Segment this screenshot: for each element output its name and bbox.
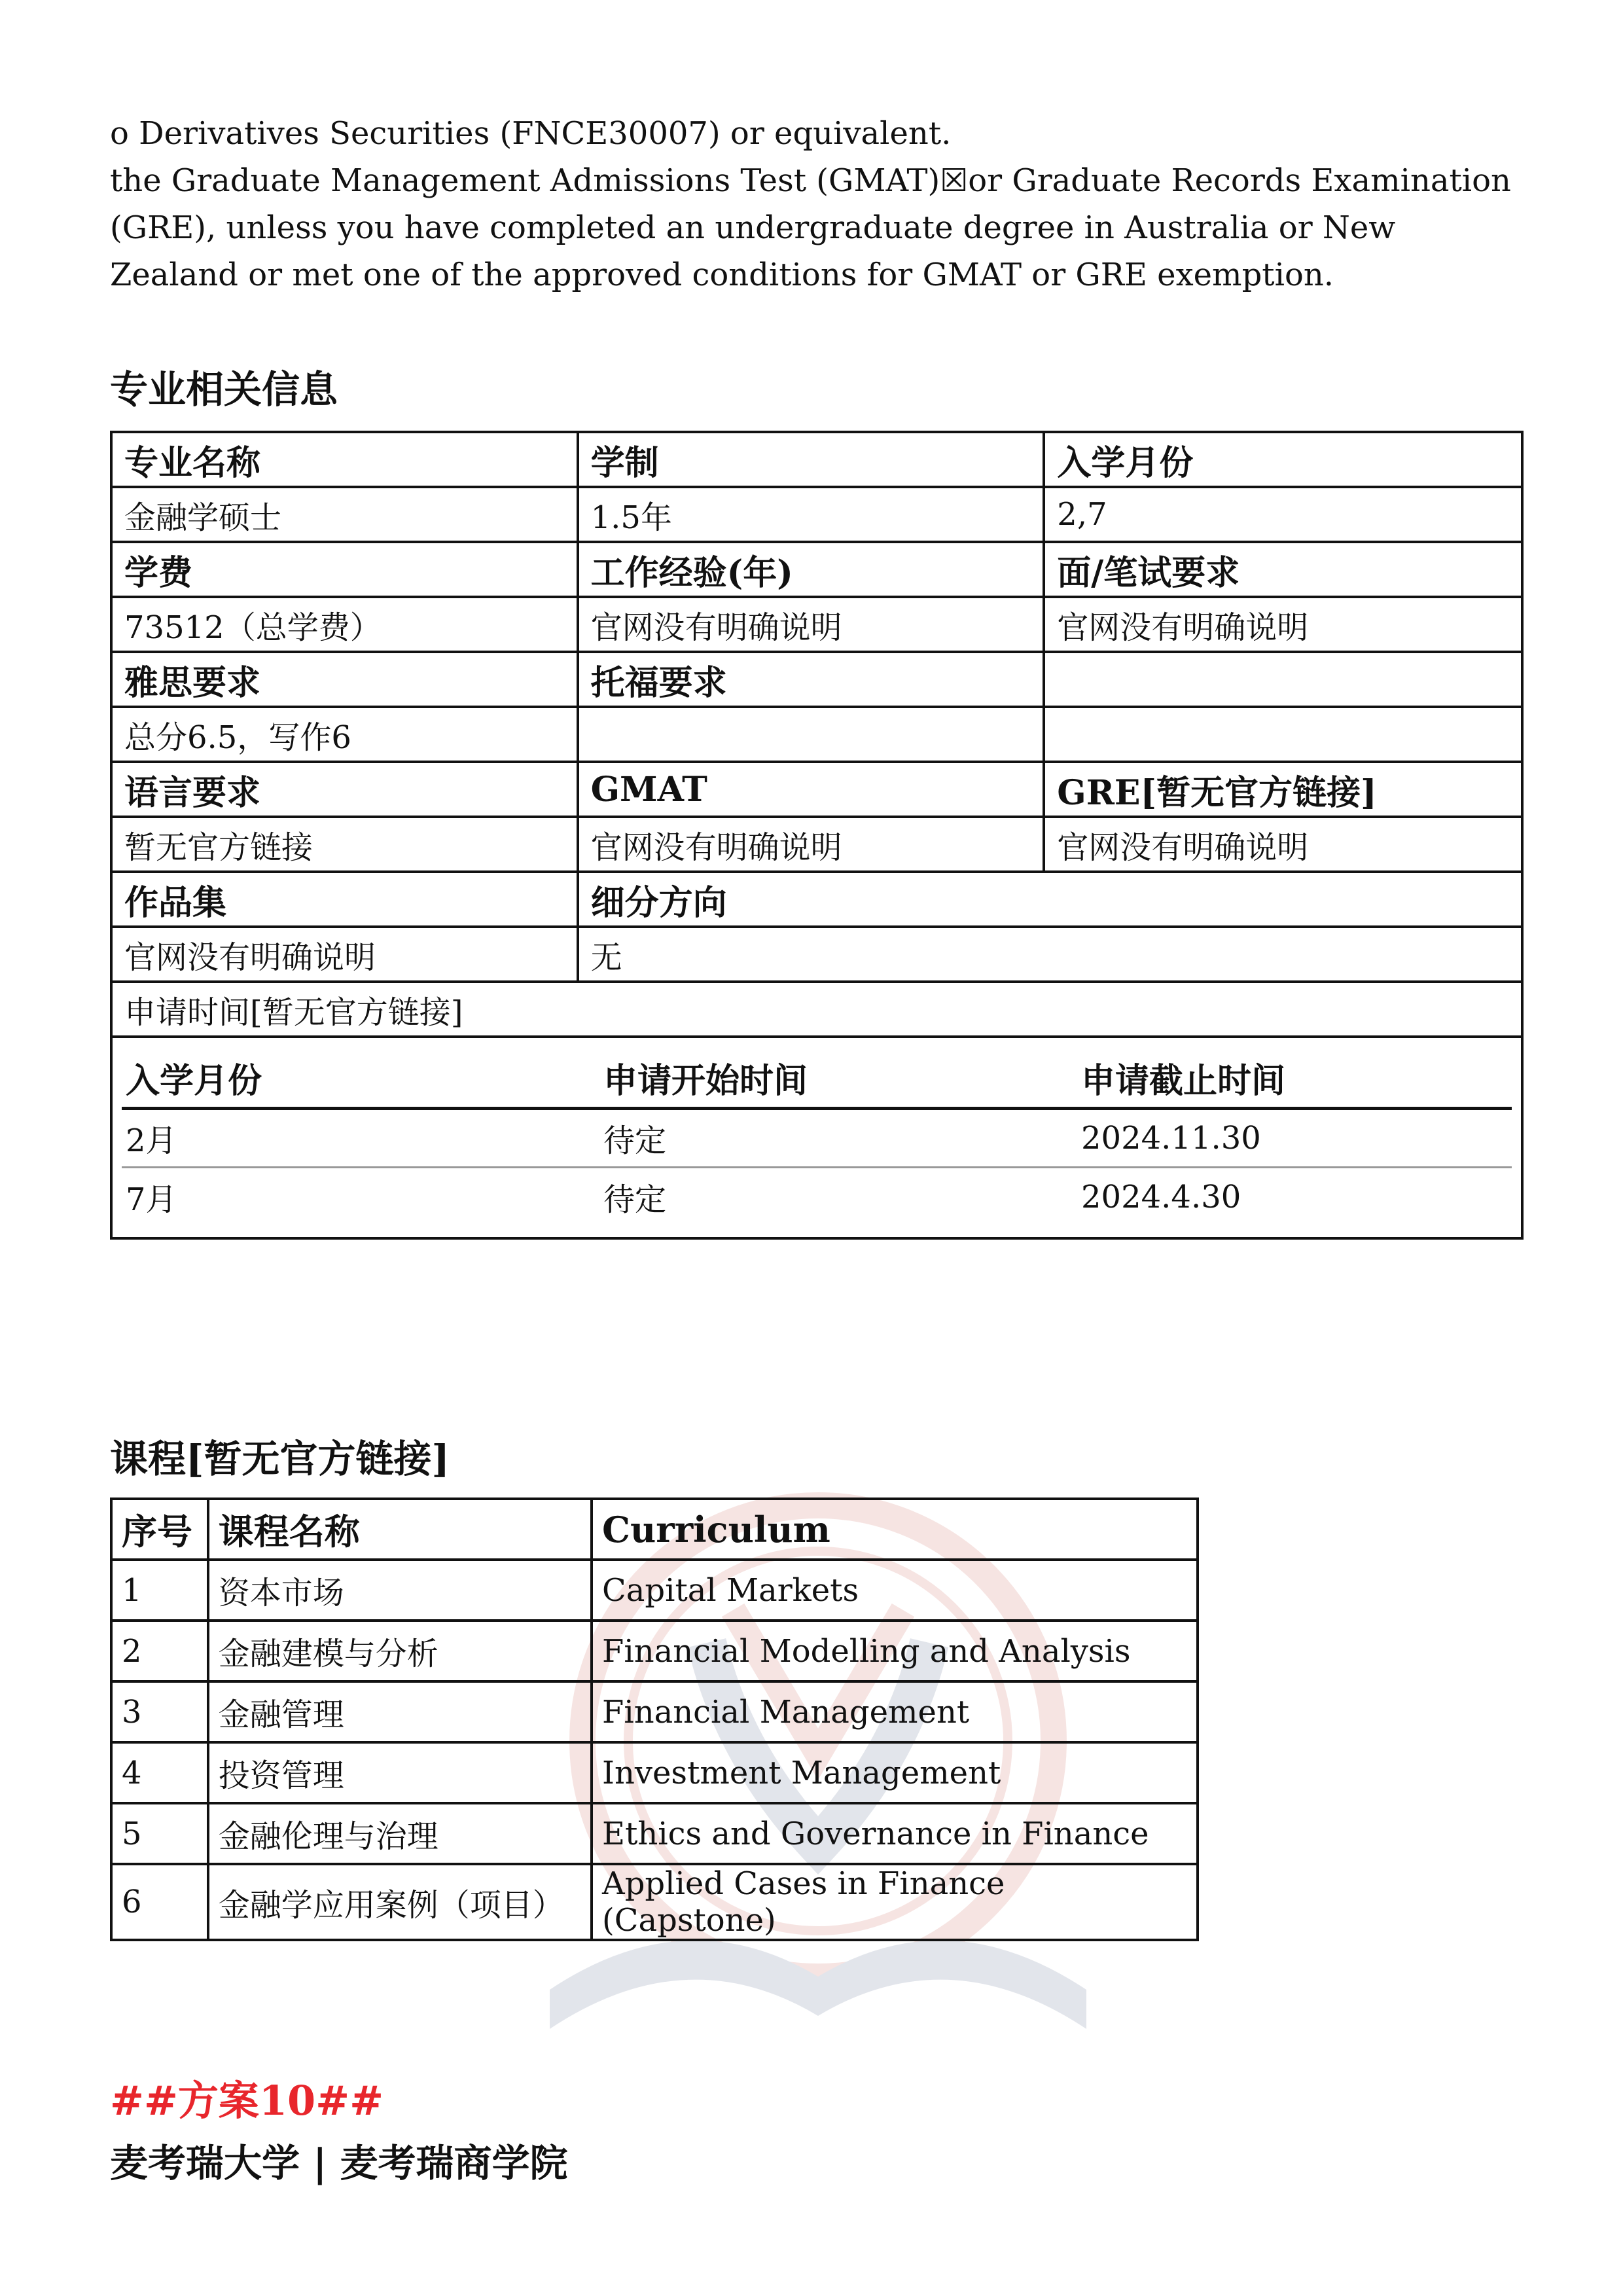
info-cell: 官网没有明确说明	[1044, 597, 1522, 652]
schedule-cell-value: 2024.4.30	[1081, 1178, 1241, 1215]
info-cell: GRE[暂无官方链接]	[1044, 762, 1522, 817]
course-index: 1	[111, 1560, 208, 1621]
info-cell: 官网没有明确说明	[1044, 817, 1522, 872]
schedule-table	[122, 1049, 1512, 1226]
course-name-cn: 金融建模与分析	[208, 1621, 592, 1681]
intro-line-1: o Derivatives Securities (FNCE30007) or equivalent.	[110, 115, 952, 152]
info-cell	[578, 707, 1044, 762]
info-row-value	[111, 487, 1522, 542]
info-cell: 专业名称	[111, 432, 578, 487]
info-row-header	[111, 432, 1522, 487]
school-name: 麦考瑞大学 | 麦考瑞商学院	[110, 2141, 568, 2185]
course-header-cell: 序号	[111, 1499, 208, 1560]
intro-text	[110, 110, 1524, 298]
course-row	[111, 1864, 1198, 1940]
portfolio-value: 官网没有明确说明	[111, 927, 578, 982]
info-cell: 学制	[578, 432, 1044, 487]
schedule-header-cell: 申请截止时间	[1077, 1049, 1512, 1108]
course-row	[111, 1681, 1198, 1742]
info-row-header	[111, 762, 1522, 817]
info-cell	[1044, 707, 1522, 762]
info-cell: 雅思要求	[111, 652, 578, 707]
info-row-value	[111, 982, 1522, 1037]
program-section-title: 专业相关信息	[110, 367, 338, 412]
schedule-cell-value: 2月	[122, 1108, 599, 1167]
course-section-title: 课程[暂无官方链接]	[110, 1437, 450, 1481]
program-info-table	[110, 431, 1524, 1240]
course-index: 2	[111, 1621, 208, 1681]
schedule-cell-value: 7月	[126, 1181, 177, 1219]
info-cell: 官网没有明确说明	[578, 597, 1044, 652]
course-table	[110, 1498, 1199, 1941]
info-row-header	[111, 542, 1522, 597]
plan-label: ##方案10##	[110, 2077, 384, 2125]
portfolio-label: 作品集	[111, 872, 578, 927]
course-name-en: Ethics and Governance in Finance	[592, 1803, 1198, 1864]
info-cell: 入学月份	[1044, 432, 1522, 487]
course-name-cn: 投资管理	[208, 1742, 592, 1803]
schedule-cell-value: 2024.11.30	[1077, 1108, 1512, 1167]
info-cell: 暂无官方链接	[111, 817, 578, 872]
course-header	[111, 1499, 1198, 1560]
info-row-header	[111, 872, 1522, 927]
info-cell	[1044, 652, 1522, 707]
info-row-value	[111, 597, 1522, 652]
schedule-cell-value: 待定	[599, 1108, 1077, 1167]
direction-label: 细分方向	[578, 872, 1522, 927]
schedule-header	[122, 1049, 1512, 1108]
info-cell: 2,7	[1044, 487, 1522, 542]
course-index: 4	[111, 1742, 208, 1803]
course-header-cell: 课程名称	[208, 1499, 592, 1560]
info-cell: 73512（总学费）	[111, 597, 578, 652]
info-row-value	[111, 927, 1522, 982]
info-row-value	[111, 707, 1522, 762]
course-index: 6	[111, 1864, 208, 1940]
info-cell: 总分6.5，写作6	[111, 707, 578, 762]
info-cell: 工作经验(年)	[578, 542, 1044, 597]
course-name-en: Capital Markets	[592, 1560, 1198, 1621]
course-row	[111, 1803, 1198, 1864]
course-name-cn: 金融管理	[208, 1681, 592, 1742]
schedule-cell	[111, 1037, 1522, 1238]
course-index: 3	[111, 1681, 208, 1742]
course-name-en: Financial Modelling and Analysis	[592, 1621, 1198, 1681]
schedule-header-cell: 入学月份	[122, 1049, 599, 1108]
course-name-en: Applied Cases in Finance (Capstone)	[592, 1864, 1198, 1940]
info-cell: 面/笔试要求	[1044, 542, 1522, 597]
direction-value: 无	[578, 927, 1522, 982]
info-cell: 1.5年	[578, 487, 1044, 542]
application-time-label: 申请时间[暂无官方链接]	[111, 982, 1522, 1037]
course-name-cn: 资本市场	[208, 1560, 592, 1621]
schedule-cell-value: 待定	[603, 1181, 667, 1219]
schedule-row	[111, 1037, 1522, 1238]
course-name-cn: 金融学应用案例（项目）	[208, 1864, 592, 1940]
info-row-value	[111, 817, 1522, 872]
course-name-cn: 金融伦理与治理	[208, 1803, 592, 1864]
info-cell: 语言要求	[111, 762, 578, 817]
schedule-row-item	[122, 1167, 1512, 1226]
course-name-en: Financial Management	[592, 1681, 1198, 1742]
course-header-cell: Curriculum	[592, 1499, 1198, 1560]
info-cell: 学费	[111, 542, 578, 597]
course-row	[111, 1560, 1198, 1621]
info-cell: 托福要求	[578, 652, 1044, 707]
info-row-header	[111, 652, 1522, 707]
course-name-en: Investment Management	[592, 1742, 1198, 1803]
info-cell: 官网没有明确说明	[578, 817, 1044, 872]
intro-line-2: the Graduate Management Admissions Test (GMAT)☒or Graduate Records Examination (GRE), unless you have completed an undergraduate degree in Australia or New Zealand or met one of the approved conditions for GMAT or GRE exemption.	[110, 162, 1511, 293]
course-row	[111, 1742, 1198, 1803]
info-cell: 金融学硕士	[111, 487, 578, 542]
course-row	[111, 1621, 1198, 1681]
schedule-row-item	[122, 1108, 1512, 1167]
schedule-header-cell: 申请开始时间	[599, 1049, 1077, 1108]
info-cell: GMAT	[578, 762, 1044, 817]
course-index: 5	[111, 1803, 208, 1864]
